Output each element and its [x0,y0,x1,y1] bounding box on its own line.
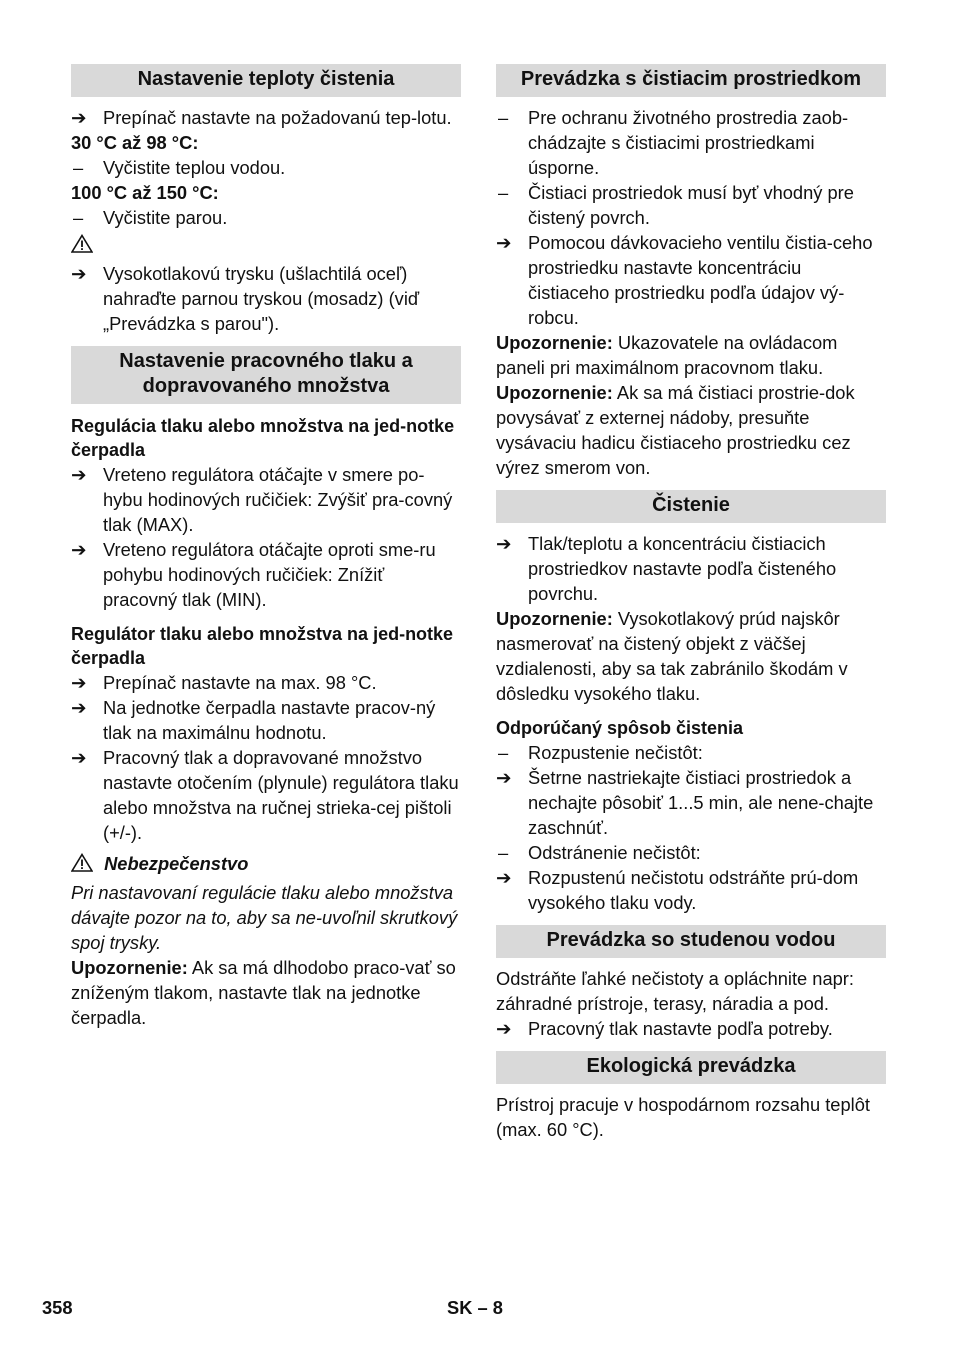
arrow-right-icon: ➔ [496,867,512,888]
arrow-item: ➔ Na jednotke čerpadla nastavte pracov-ný tlak na maximálnu hodnotu. [71,697,436,743]
dash-marker: – [498,742,509,763]
dash-marker: – [498,182,509,203]
arrow-item: ➔ Vreteno regulátora otáčajte oproti sme-ru pohybu hodinových ručičiek: Znížiť pracovný tlak (MIN). [71,539,436,610]
arrow-item: ➔ Pracovný tlak a dopravované množstvo nastavte otočením (plynule) regulátora tlaku alebo množstva na ručnej strieka-cej pištoli (+/-). [71,747,459,843]
section-heading-temperature: Nastavenie teploty čistenia [71,64,461,97]
dash-item: – Pre ochranu životného prostredia zaob-chádzajte s čistiacimi prostriedkami úsporne. [498,107,849,178]
dash-item: – Rozpustenie nečistôt: [498,742,703,763]
arrow-right-icon: ➔ [71,672,87,693]
note-text: Ak sa má čistiaci prostrie-dok povysávať z externej nádoby, presuňte vysávaciu hadicu čistiaceho prostriedku cez výrez smerom von. [496,382,855,478]
arrow-right-icon: ➔ [496,767,512,788]
note-paragraph [496,330,886,380]
danger-title: Nebezpečenstvo [104,853,249,874]
note-label: Upozornenie: [496,608,613,629]
arrow-item: ➔ Prepínač nastavte na max. 98 °C. [71,672,377,693]
arrow-item: ➔ Vysokotlakovú trysku (ušlachtilá oceľ) nahraďte parnou tryskou (mosadz) (viď „Prevádzka s parou"). [71,263,420,334]
danger-text: Pri nastavovaní regulácie tlaku alebo množstva dávajte pozor na to, aby sa ne-uvoľnil skrutkový spoj trysky. [71,882,458,953]
dash-marker: – [73,157,84,178]
arrow-right-icon: ➔ [71,107,87,128]
section-heading-eco: Ekologická prevádzka [496,1051,886,1084]
arrow-right-icon: ➔ [71,747,87,768]
note-label: Upozornenie: [496,382,613,403]
page-number: 358 [42,1297,73,1318]
warning-triangle-icon [71,234,93,253]
arrow-right-icon: ➔ [71,263,87,284]
temp-range-30: 30 °C až 98 °C: [71,132,199,153]
note-text: Ukazovatele na ovládacom paneli pri maximálnom pracovnom tlaku. [496,332,838,378]
paragraph: Prístroj pracuje v hospodárnom rozsahu teplôt (max. 60 °C). [496,1094,870,1140]
section-code: SK – 8 [447,1297,503,1318]
arrow-item: ➔ Rozpustenú nečistotu odstráňte prú-dom vysokého tlaku vody. [496,867,859,913]
arrow-item: ➔ Tlak/teplotu a koncentráciu čistiacich prostriedkov nastavte podľa čisteného povrchu. [496,533,837,604]
section-heading-detergent: Prevádzka s čistiacim prostriedkom [496,64,886,97]
dash-item: – Vyčistite teplou vodou. [73,157,286,178]
warning-triangle-icon [71,853,93,872]
dash-item: – Vyčistite parou. [73,207,228,228]
note-paragraph [496,606,886,706]
note-paragraph [496,380,886,480]
arrow-item: ➔ Vreteno regulátora otáčajte v smere po-hybu hodinových ručičiek: Zvýšiť pra-covný tlak (MAX). [71,464,453,535]
right-column [496,64,886,1142]
arrow-right-icon: ➔ [71,697,87,718]
arrow-right-icon: ➔ [496,1018,512,1039]
dash-item: – Čistiaci prostriedok musí byť vhodný pre čistený povrch. [498,182,854,228]
note-text: Vysokotlakový prúd najskôr nasmerovať na čistený objekt z väčšej vzdialenosti, aby sa tak zabránilo škodám v dôsledku vysokého tlaku. [496,608,848,704]
paragraph: Odstráňte ľahké nečistoty a opláchnite napr: záhradné prístroje, terasy, náradia a pod. [496,968,854,1014]
subheading-regulation: Regulácia tlaku alebo množstva na jed-notke čerpadla [71,416,455,460]
section-heading-cleaning: Čistenie [496,490,886,523]
arrow-right-icon: ➔ [496,533,512,554]
dash-marker: – [73,207,84,228]
arrow-item: ➔ Pomocou dávkovacieho ventilu čistia-ceho prostriedku nastavte koncentráciu čistiaceho prostriedku podľa údajov vý-robcu. [496,232,873,328]
note-label: Upozornenie: [496,332,613,353]
arrow-item: ➔ Prepínač nastavte na požadovanú tep-lotu. [71,107,452,128]
section-heading-pressure: Nastavenie pracovného tlaku a dopravovaného množstva [71,346,461,404]
dash-marker: – [498,842,509,863]
arrow-item: ➔ Šetrne nastriekajte čistiaci prostriedok a nechajte pôsobiť 1...5 min, ale nene-chajte zaschnúť. [496,767,874,838]
arrow-right-icon: ➔ [71,539,87,560]
warning-line [71,232,461,257]
arrow-right-icon: ➔ [496,232,512,253]
note-paragraph [71,955,461,1030]
arrow-item: ➔ Pracovný tlak nastavte podľa potreby. [496,1018,833,1039]
temp-range-100: 100 °C až 150 °C: [71,182,219,203]
dash-item: – Odstránenie nečistôt: [498,842,701,863]
left-column [71,64,461,1030]
arrow-right-icon: ➔ [71,464,87,485]
dash-marker: – [498,107,509,128]
subheading-recommended: Odporúčaný spôsob čistenia [496,718,744,738]
section-heading-cold-water: Prevádzka so studenou vodou [496,925,886,958]
subheading-regulator: Regulátor tlaku alebo množstva na jed-notke čerpadla [71,624,454,668]
note-text: Ak sa má dlhodobo praco-vať so zníženým tlakom, nastavte tlak na jednotke čerpadla. [71,957,456,1028]
note-label: Upozornenie: [71,957,188,978]
danger-heading [71,851,461,876]
